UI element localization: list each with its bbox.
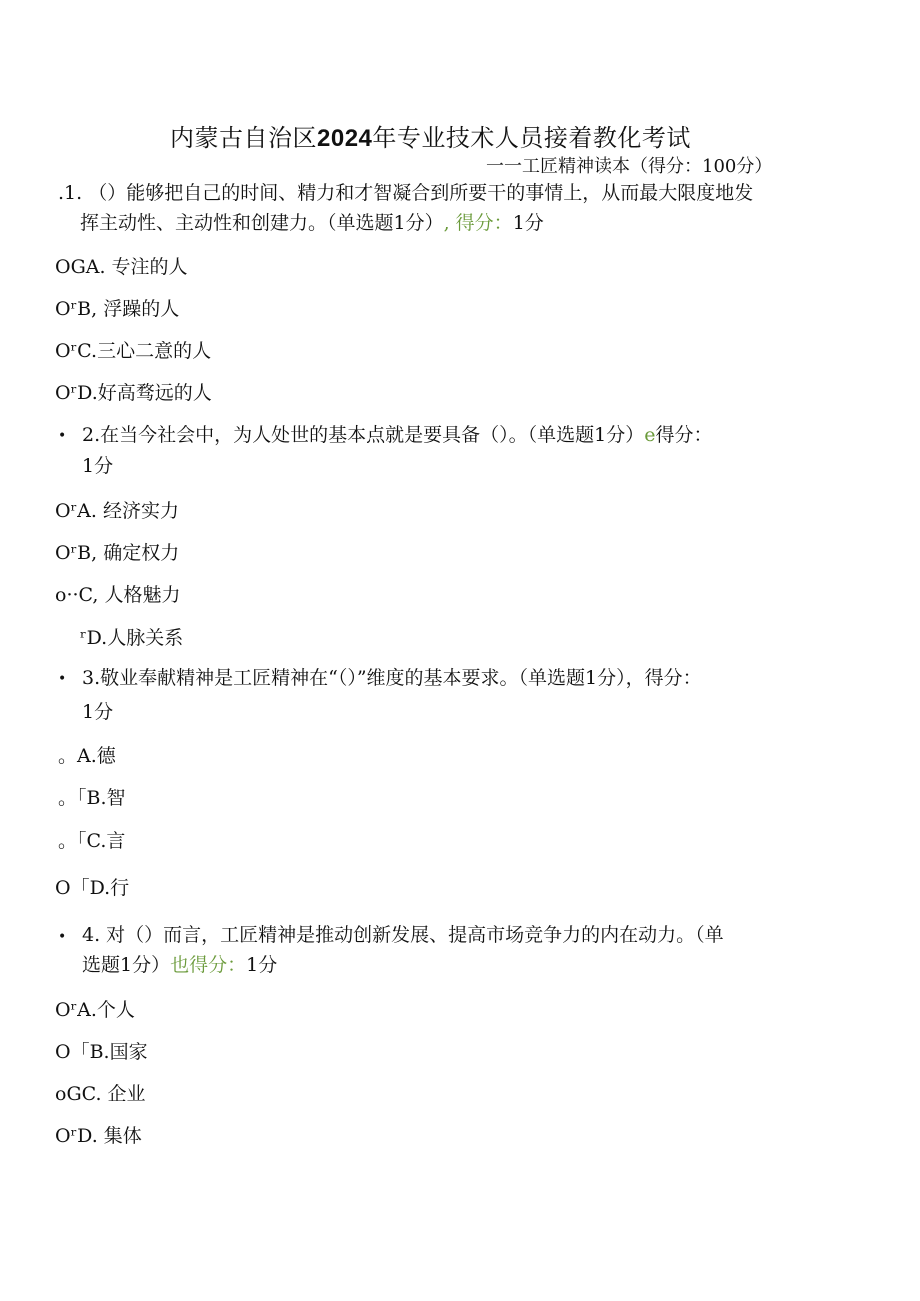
question-1-text: 挥主动性、主动性和创建力。（单选题1分）: [80, 212, 444, 234]
question-1-option-d[interactable]: OʳD.好高骛远的人: [55, 382, 212, 404]
title-prefix: 内蒙古自治区: [170, 124, 317, 152]
question-1-text-line2: [80, 208, 544, 238]
question-1-option-c[interactable]: OʳC.三心二意的人: [55, 340, 212, 362]
question-1-score-label: , 得分：: [443, 212, 513, 234]
question-3-text-line1: 3.敬业奉献精神是工匠精神在“（）”维度的基本要求。（单选题1分），得分：: [82, 667, 702, 689]
question-2-score-label: e: [644, 424, 656, 446]
question-4-option-b[interactable]: O「B.国家: [55, 1041, 148, 1063]
question-2-option-c[interactable]: o··C, 人格魅力: [55, 584, 181, 606]
question-4-bullet: •: [58, 929, 67, 945]
question-2-text: 2.在当今社会中，为人处世的基本点就是要具备（）。（单选题1分）: [82, 424, 645, 446]
title-suffix: 年专业技术人员接着教化考试: [372, 124, 691, 152]
question-4-option-a[interactable]: OʳA.个人: [55, 999, 135, 1021]
document-title: [170, 118, 691, 153]
question-2-bullet: •: [58, 428, 67, 444]
question-2-option-d[interactable]: ʳD.人脉关系: [80, 627, 184, 649]
question-4-score-label: 也得分：: [170, 954, 247, 976]
question-4-text-line2: [82, 950, 277, 980]
question-1-option-a[interactable]: OGA. 专注的人: [55, 256, 188, 278]
question-3-option-a[interactable]: 。A.德: [58, 745, 116, 767]
question-2-option-a[interactable]: OʳA. 经济实力: [55, 500, 179, 522]
question-2-score-value: 1分: [82, 455, 114, 477]
question-3-score-value: 1分: [82, 701, 114, 723]
question-3-option-b[interactable]: 。「B.智: [58, 787, 126, 809]
question-3-option-c[interactable]: 。「C.言: [58, 830, 126, 852]
question-4-text-line1: 4. 对（）而言，工匠精神是推动创新发展、提高市场竞争力的内在动力。（单: [82, 924, 724, 946]
question-2-score-tail: 得分：: [655, 424, 713, 446]
question-4-option-c[interactable]: oGC. 企业: [55, 1083, 146, 1105]
question-3-option-d[interactable]: O「D.行: [55, 877, 130, 899]
question-1-option-b[interactable]: OʳB, 浮躁的人: [55, 298, 180, 320]
question-2-option-b[interactable]: OʳB, 确定权力: [55, 542, 180, 564]
question-1-text-line1: .1. （）能够把自己的时间、精力和才智凝合到所要干的事情上，从而最大限度地发: [58, 182, 754, 204]
question-1-score-value: 1分: [512, 212, 544, 234]
question-4-text: 选题1分）: [82, 954, 171, 976]
question-4-option-d[interactable]: OʳD. 集体: [55, 1125, 142, 1147]
question-2-text-line1: [82, 420, 712, 450]
document-subtitle: 一一工匠精神读本（得分：100分）: [486, 156, 773, 177]
question-4-score-value: 1分: [246, 954, 278, 976]
title-year: 2024: [317, 125, 373, 152]
question-3-bullet: •: [58, 671, 67, 687]
